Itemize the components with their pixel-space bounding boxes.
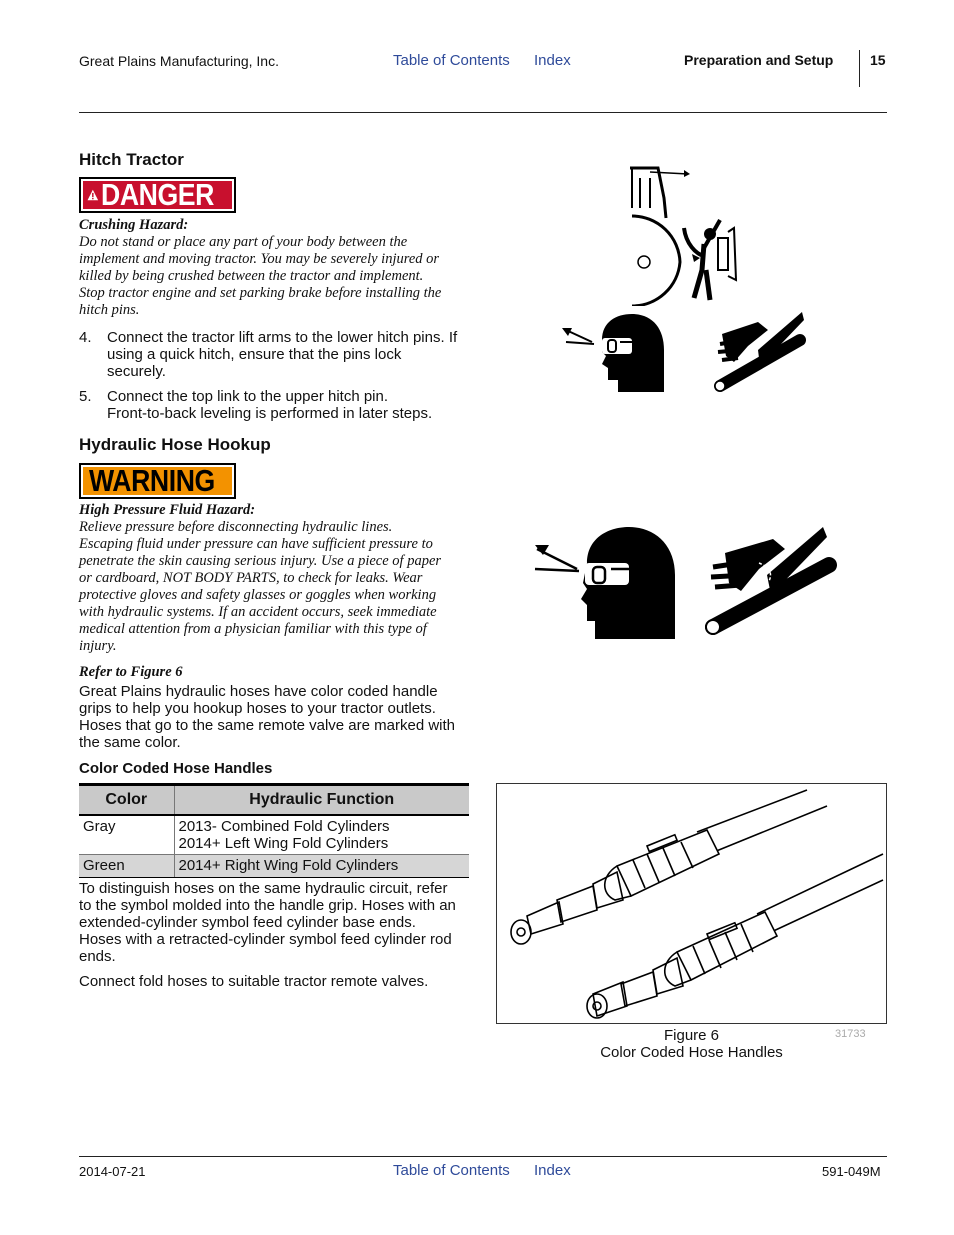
header-toc-link[interactable]: Table of Contents [393, 52, 510, 69]
column-header-color: Color [79, 785, 174, 815]
figure-caption-title: Color Coded Hose Handles [600, 1044, 783, 1061]
warning-label: WARNING [89, 463, 215, 498]
hitch-heading: Hitch Tractor [79, 150, 184, 169]
page-number: 15 [870, 52, 886, 68]
danger-sign [79, 177, 236, 213]
figure-id-number: 31733 [835, 1028, 866, 1040]
safety-gear-illustration-large [533, 523, 843, 641]
connect-text: Connect fold hoses to suitable tractor remote valves. [79, 973, 429, 990]
figure-caption-number: Figure 6 [663, 1027, 720, 1044]
cell-function: 2014+ Right Wing Fold Cylinders [174, 854, 469, 877]
footer-doc-number: 591-049M [822, 1164, 881, 1179]
figure-6-box [496, 783, 887, 1024]
fluid-hazard-text: Relieve pressure before disconnecting hydraulic lines. Escaping fluid under pressure can have sufficient pressure to penetrate the skin causing serious injury. Use a piece of paper or cardboard, NOT BODY PARTS, to check for leaks. Wear protective gloves and safety glasses or goggles when working with hydraulic systems. If an accident occurs, seek immediate medical attention from a physician familiar with this type of injury. [79, 519, 442, 654]
figure-caption [496, 1027, 887, 1061]
cell-function: 2013- Combined Fold Cylinders 2014+ Left Wing Fold Cylinders [174, 815, 469, 855]
column-header-function: Hydraulic Function [174, 785, 469, 815]
header-rule [79, 112, 887, 113]
section-title: Preparation and Setup [684, 52, 834, 68]
company-name: Great Plains Manufacturing, Inc. [79, 53, 279, 69]
hydraulic-heading: Hydraulic Hose Hookup [79, 435, 271, 454]
danger-label: DANGER [100, 177, 214, 212]
table-row [79, 815, 469, 855]
cell-color: Gray [79, 815, 174, 855]
fluid-hazard-title: High Pressure Fluid Hazard: [79, 502, 256, 518]
header-index-link[interactable]: Index [534, 52, 571, 69]
distinguish-text: To distinguish hoses on the same hydraulic circuit, refer to the symbol molded into the handle grip. Hoses with an extended-cylinder symbol feed cylinder base ends. Hoses with a retracted-cylinder symbol feed cylinder rod ends. [79, 880, 456, 965]
crushing-hazard-text: Do not stand or place any part of your body between the implement and moving tractor. You may be severely injured or killed by being crushed between the tractor and implement. Stop tractor engine and set parking brake before installing the hitch pins. [79, 234, 442, 318]
footer-rule [79, 1156, 887, 1157]
alert-triangle-icon [87, 184, 99, 206]
hose-handles-illustration [497, 784, 886, 1023]
table-row [79, 854, 469, 877]
safety-gear-illustration-small [562, 310, 812, 395]
hose-intro-text: Great Plains hydraulic hoses have color coded handle grips to help you hookup hoses to your tractor outlets. Hoses that go to the same remote valve are marked with the same color. [79, 683, 456, 751]
hose-color-table [79, 783, 469, 878]
figure-reference: Refer to Figure 6 [79, 664, 183, 680]
footer-toc-link[interactable]: Table of Contents [393, 1162, 510, 1179]
table-header-row [79, 785, 469, 815]
header-divider [859, 50, 860, 87]
crushing-hazard-illustration [624, 158, 754, 306]
warning-sign [79, 463, 236, 499]
table-title: Color Coded Hose Handles [79, 760, 273, 777]
footer-date: 2014-07-21 [79, 1164, 146, 1179]
footer-index-link[interactable]: Index [534, 1162, 571, 1179]
cell-color: Green [79, 854, 174, 877]
crushing-hazard-title: Crushing Hazard: [79, 217, 189, 233]
